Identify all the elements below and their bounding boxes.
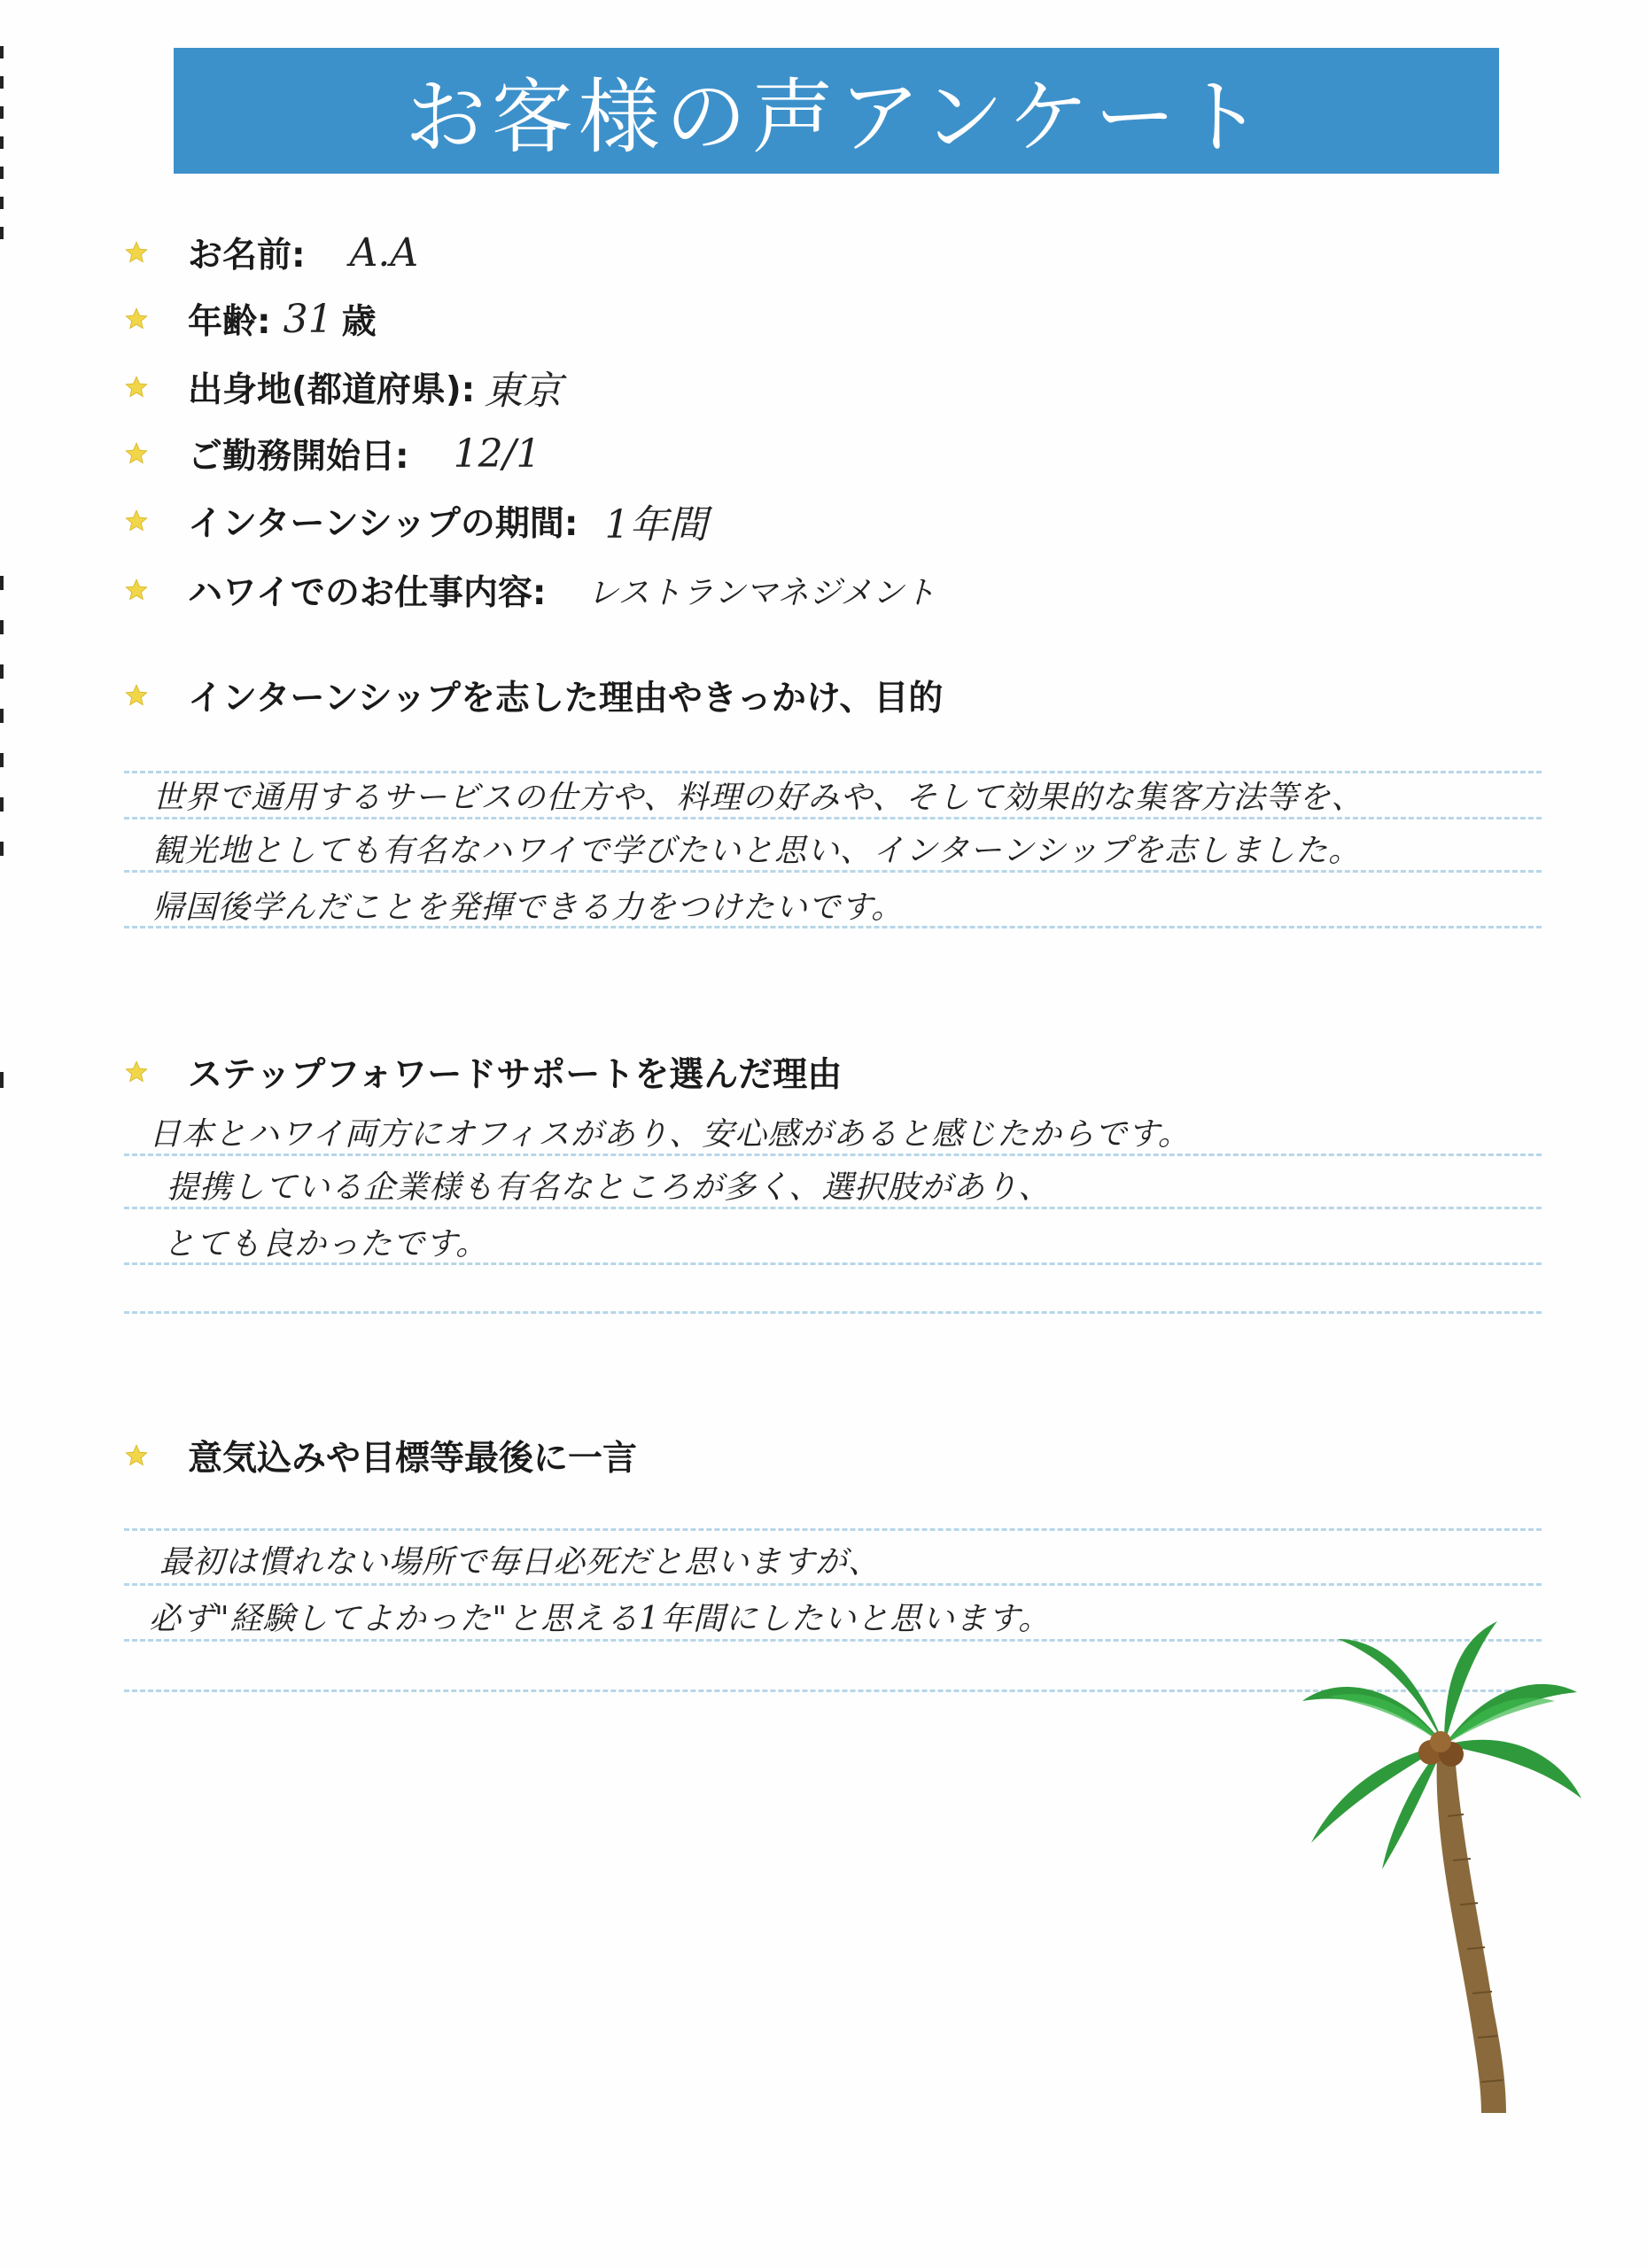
field-label: 年齢: bbox=[188, 302, 271, 342]
answer-line: 提携している企業様も有名なところが多く、選択肢があり、 bbox=[167, 1169, 1052, 1206]
field-start-date bbox=[124, 427, 540, 480]
ruled-line bbox=[124, 1528, 1542, 1531]
star-icon bbox=[124, 375, 149, 400]
field-value: 1年間 bbox=[604, 502, 708, 548]
star-icon bbox=[124, 509, 149, 533]
field-hometown bbox=[124, 361, 562, 414]
section-heading: 意気込みや目標等最後に一言 bbox=[188, 1439, 638, 1479]
section-heading: インターンシップを志した理由やきっかけ、目的 bbox=[188, 679, 944, 718]
title-banner bbox=[174, 48, 1499, 174]
palm-tree-icon bbox=[1285, 1621, 1595, 2117]
field-label: 出身地(都道府県): bbox=[188, 370, 476, 410]
field-age bbox=[124, 292, 377, 346]
field-label: ハワイでのお仕事内容: bbox=[188, 573, 547, 613]
page-title: お客様の声アンケート bbox=[404, 70, 1269, 165]
section-heading-reason bbox=[124, 1045, 842, 1099]
field-value: 31 bbox=[283, 296, 333, 342]
answer-area-motivation bbox=[124, 762, 1542, 939]
field-suffix: 歳 bbox=[341, 302, 377, 342]
star-icon bbox=[124, 307, 149, 331]
answer-line: とても良かったです。 bbox=[163, 1226, 489, 1262]
star-icon bbox=[124, 1060, 149, 1084]
star-icon bbox=[124, 240, 149, 265]
field-label: ご勤務開始日: bbox=[188, 437, 409, 477]
section-heading-final-words bbox=[124, 1429, 637, 1482]
section-heading-motivation bbox=[124, 669, 943, 722]
answer-area-reason bbox=[124, 1099, 1542, 1320]
star-icon bbox=[124, 683, 149, 708]
field-value: 東京 bbox=[484, 369, 563, 414]
star-icon bbox=[124, 441, 149, 466]
field-value: A.A bbox=[349, 229, 419, 276]
star-icon bbox=[124, 1443, 149, 1468]
field-label: インターンシップの期間: bbox=[188, 504, 579, 544]
field-job-description bbox=[124, 563, 936, 617]
answer-line: 最初は慣れない場所で毎日必死だと思いますが、 bbox=[159, 1544, 882, 1581]
star-icon bbox=[124, 578, 149, 602]
answer-line: 帰国後学んだことを発揮できる力をつけたいです。 bbox=[152, 889, 905, 926]
field-value: 12/1 bbox=[453, 431, 541, 477]
answer-line: 観光地としても有名なハワイで学びたいと思い、インターンシップを志しました。 bbox=[152, 833, 1362, 869]
field-name bbox=[124, 226, 418, 279]
field-label: お名前: bbox=[188, 236, 306, 276]
answer-line: 日本とハワイ両方にオフィスがあり、安心感があると感じたからです。 bbox=[149, 1116, 1191, 1153]
ruled-line bbox=[124, 1583, 1542, 1586]
answer-line: 世界で通用するサービスの仕方や、料理の好みや、そして効果的な集客方法等を、 bbox=[152, 780, 1364, 816]
scan-edge-marks bbox=[0, 0, 5, 1462]
ruled-line bbox=[124, 1311, 1542, 1314]
field-internship-period bbox=[124, 494, 708, 548]
section-heading: ステップフォワードサポートを選んだ理由 bbox=[188, 1055, 843, 1095]
field-value: レストランマネジメント bbox=[587, 574, 936, 611]
answer-line: 必ず"経験してよかった"と思える1年間にしたいと思います。 bbox=[149, 1601, 1052, 1637]
